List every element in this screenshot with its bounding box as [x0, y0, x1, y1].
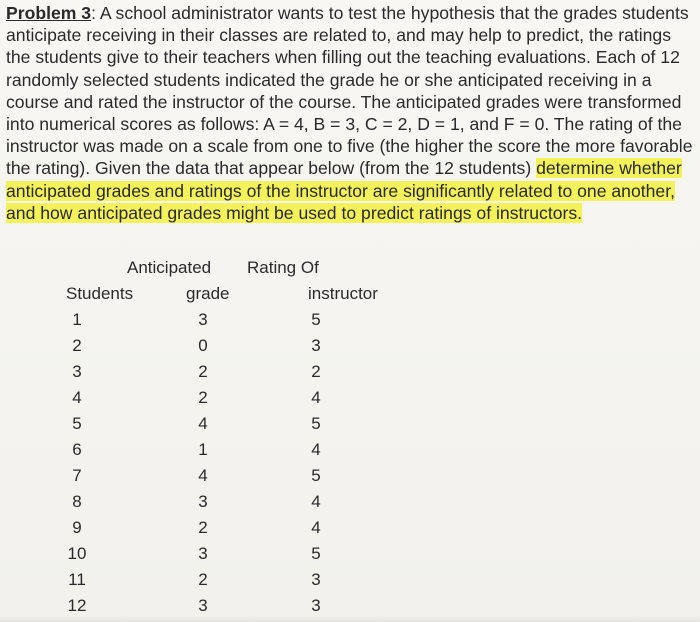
- header-instructor: instructor: [308, 284, 378, 303]
- problem-label: Problem 3: [6, 3, 92, 23]
- grade-cell: 3: [198, 544, 208, 563]
- rating-cell: 5: [311, 414, 321, 433]
- grade-cell: 0: [198, 336, 208, 355]
- rating-cell: 4: [311, 492, 321, 511]
- rating-cell: 5: [311, 310, 321, 329]
- rating-cell: 4: [311, 440, 321, 459]
- student-cell: 3: [72, 362, 82, 381]
- student-cell: 10: [67, 544, 87, 563]
- grade-cell: 4: [198, 414, 208, 433]
- rating-cell: 5: [311, 544, 321, 563]
- rating-cell: 5: [311, 466, 321, 485]
- student-cell: 7: [72, 466, 82, 485]
- rating-cell: 3: [311, 596, 321, 615]
- grade-cell: 3: [198, 596, 208, 615]
- student-cell: 9: [72, 518, 82, 537]
- rating-cell: 2: [311, 362, 321, 381]
- page-edge-shadow: [0, 616, 700, 622]
- rating-cell: 4: [311, 388, 321, 407]
- grade-cell: 4: [198, 466, 208, 485]
- header-students: Students: [66, 284, 134, 303]
- problem-statement: [6, 2, 696, 224]
- student-cell: 6: [72, 440, 82, 459]
- rating-cell: 3: [311, 570, 321, 589]
- student-cell: 5: [72, 414, 82, 433]
- grade-cell: 2: [198, 518, 208, 537]
- grade-cell: 1: [198, 440, 208, 459]
- grade-cell: 3: [198, 310, 208, 329]
- rating-cell: 3: [311, 336, 321, 355]
- student-cell: 8: [72, 492, 82, 511]
- rating-cell: 4: [311, 518, 321, 537]
- header-rating-of: Rating Of: [247, 258, 319, 277]
- grade-cell: 2: [198, 570, 208, 589]
- grade-cell: 2: [198, 362, 208, 381]
- grade-cell: 3: [198, 492, 208, 511]
- student-cell: 2: [72, 336, 82, 355]
- header-grade: grade: [186, 284, 230, 303]
- student-cell: 11: [68, 570, 86, 589]
- header-anticipated: Anticipated: [127, 258, 212, 277]
- student-cell: 1: [72, 310, 82, 329]
- student-cell: 4: [72, 388, 82, 407]
- student-cell: 12: [67, 596, 87, 615]
- problem-intro: : A school administrator wants to test the hypothesis that the grades students anticipate receiving in their classes are related to, and may help to predict, the ratings the students give to their teachers when filling out the teaching evaluations. Each of 12 randomly selected students indicated the grade he or she anticipated receiving in a course and rated the instructor of the course. The anticipated grades were transformed into numerical scores as follows: A = 4, B = 3, C = 2, D = 1, and F = 0. The rating of the instructor was made on a scale from one to five (the higher the score the more favorable the rating). Given the data that appear below (from the 12 students): [6, 3, 693, 179]
- grade-cell: 2: [198, 388, 208, 407]
- highlighted-question: determine whether anticipated grades and ratings of the instructor are significantly related to one another, and how anticipated grades might be used to predict ratings of instructors.: [6, 158, 682, 223]
